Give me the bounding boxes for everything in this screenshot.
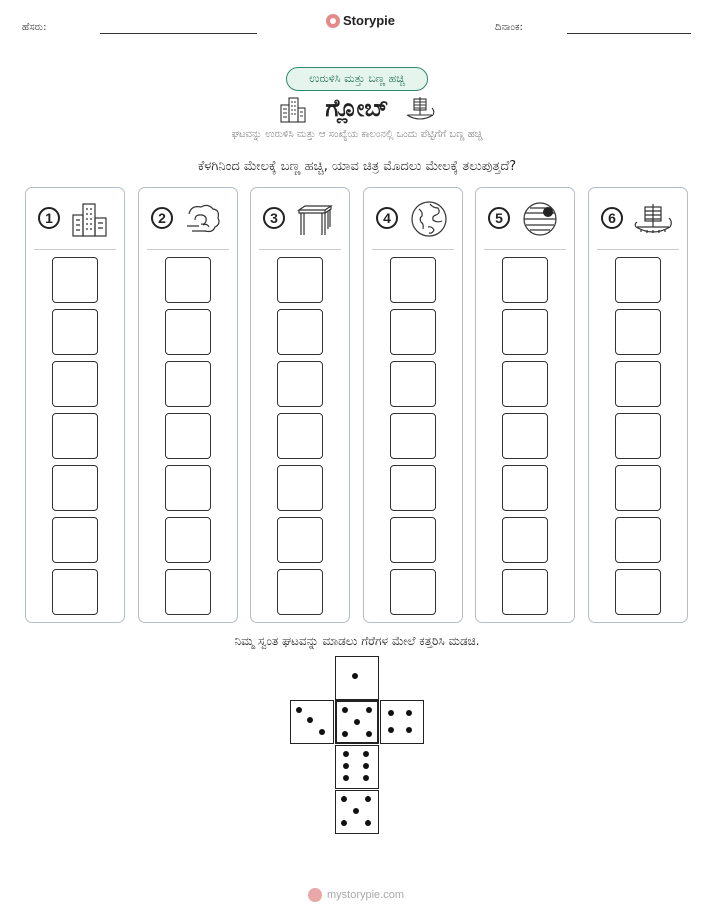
- die-pip: [343, 751, 349, 757]
- color-box[interactable]: [277, 465, 323, 511]
- column-divider: [259, 249, 341, 250]
- activity-pill: ಉರುಳಿಸಿ ಮತ್ತು ಬಣ್ಣ ಹಚ್ಚಿ: [286, 67, 428, 91]
- die-pip: [366, 707, 372, 713]
- globe-icon: [408, 200, 448, 238]
- die-pip: [406, 727, 412, 733]
- die-pip: [363, 775, 369, 781]
- column-number: 4: [376, 207, 398, 229]
- color-box[interactable]: [390, 413, 436, 459]
- color-box[interactable]: [615, 569, 661, 615]
- die-pip: [319, 729, 325, 735]
- column-number: 2: [151, 207, 173, 229]
- column-divider: [597, 249, 679, 250]
- color-box[interactable]: [277, 309, 323, 355]
- footer: [308, 888, 404, 902]
- die-pip: [342, 731, 348, 737]
- color-box[interactable]: [165, 413, 211, 459]
- die-face-5: [335, 700, 379, 744]
- die-instruction: ನಿಮ್ಮ ಸ್ವಂತ ಘಟವನ್ನು ಮಾಡಲು ಗೆರೆಗಳ ಮೇಲೆ ಕತ್ತರಿಸಿ ಮಡಚಿ.: [234, 634, 480, 648]
- die-pip: [341, 820, 347, 826]
- viking-ship-icon: [405, 94, 435, 124]
- page-title: ಗ್ಲೋಬ್: [325, 94, 389, 122]
- color-box[interactable]: [277, 517, 323, 563]
- column-divider: [34, 249, 116, 250]
- footer-url[interactable]: mystorypie.com: [327, 889, 405, 901]
- color-box[interactable]: [165, 361, 211, 407]
- column-number: 1: [38, 207, 60, 229]
- die-pip: [343, 763, 349, 769]
- die-pip: [296, 707, 302, 713]
- question-text: ಕೆಳಗಿನಿಂದ ಮೇಲಕ್ಕೆ ಬಣ್ಣ ಹಚ್ಚಿ, ಯಾವ ಚಿತ್ರ ಮೊದಲು ಮೇಲಕ್ಕೆ ತಲುಪುತ್ತದೆ?: [197, 159, 517, 174]
- color-box[interactable]: [52, 465, 98, 511]
- color-box[interactable]: [165, 517, 211, 563]
- date-line[interactable]: [567, 33, 691, 34]
- color-box[interactable]: [52, 257, 98, 303]
- color-box[interactable]: [502, 569, 548, 615]
- color-box[interactable]: [615, 257, 661, 303]
- die-face-3: [290, 700, 334, 744]
- name-label: ಹೆಸರು:: [22, 22, 47, 33]
- instructions-text: ಘಟವನ್ನು ಉರುಳಿಸಿ ಮತ್ತು ಆ ಸಂಖ್ಯೆಯ ಕಾಲಂನಲ್ಲಿ ಒಂದು ಪೆಟ್ಟಿಗೆಗೆ ಬಣ್ಣ ಹಚ್ಚಿ: [231, 129, 483, 140]
- buildings-icon: [70, 200, 110, 238]
- color-box[interactable]: [615, 465, 661, 511]
- die-pip: [342, 707, 348, 713]
- table-icon: [295, 200, 335, 238]
- die-face-1: [335, 656, 379, 700]
- color-box[interactable]: [390, 257, 436, 303]
- color-box[interactable]: [615, 517, 661, 563]
- die-pip: [353, 808, 359, 814]
- color-box[interactable]: [390, 569, 436, 615]
- column-4: [363, 187, 463, 623]
- die-face-5-bottom: [335, 790, 379, 834]
- color-box[interactable]: [502, 413, 548, 459]
- column-2: [138, 187, 238, 623]
- color-box[interactable]: [390, 517, 436, 563]
- die-pip: [365, 820, 371, 826]
- color-box[interactable]: [615, 361, 661, 407]
- color-box[interactable]: [502, 257, 548, 303]
- die-pip: [352, 673, 358, 679]
- column-1: [25, 187, 125, 623]
- die-pip: [365, 796, 371, 802]
- column-divider: [147, 249, 229, 250]
- date-label: ದಿನಾಂಕ:: [495, 22, 523, 33]
- color-box[interactable]: [502, 517, 548, 563]
- die-pip: [307, 717, 313, 723]
- planet-icon: [520, 200, 560, 238]
- color-box[interactable]: [277, 569, 323, 615]
- color-box[interactable]: [165, 309, 211, 355]
- column-divider: [484, 249, 566, 250]
- color-box[interactable]: [165, 257, 211, 303]
- color-box[interactable]: [615, 309, 661, 355]
- brand-name: Storypie: [343, 13, 396, 28]
- die-pip: [366, 731, 372, 737]
- die-face-4: [380, 700, 424, 744]
- die-pip: [406, 710, 412, 716]
- die-face-6: [335, 745, 379, 789]
- column-3: [250, 187, 350, 623]
- color-box[interactable]: [165, 569, 211, 615]
- die-pip: [363, 751, 369, 757]
- die-pip: [343, 775, 349, 781]
- viking-ship-icon: [633, 200, 673, 238]
- die-pip: [388, 727, 394, 733]
- color-box[interactable]: [52, 569, 98, 615]
- color-box[interactable]: [502, 465, 548, 511]
- die-pip: [388, 710, 394, 716]
- color-box[interactable]: [502, 361, 548, 407]
- column-5: [475, 187, 575, 623]
- color-box[interactable]: [615, 413, 661, 459]
- color-box[interactable]: [390, 309, 436, 355]
- color-box[interactable]: [502, 309, 548, 355]
- column-number: 5: [488, 207, 510, 229]
- die-pip: [363, 763, 369, 769]
- die-pip: [341, 796, 347, 802]
- column-divider: [372, 249, 454, 250]
- wind-swirl-icon: [183, 200, 223, 238]
- color-box[interactable]: [277, 361, 323, 407]
- storypie-logo-icon: [326, 14, 340, 28]
- column-number: 3: [263, 207, 285, 229]
- color-box[interactable]: [52, 413, 98, 459]
- die-pip: [354, 719, 360, 725]
- color-box[interactable]: [52, 361, 98, 407]
- storypie-logo-icon: [308, 888, 322, 902]
- brand-logo: [326, 13, 395, 28]
- name-line[interactable]: [100, 33, 257, 34]
- die-net: [290, 656, 426, 836]
- column-number: 6: [601, 207, 623, 229]
- color-box[interactable]: [52, 517, 98, 563]
- color-box[interactable]: [277, 413, 323, 459]
- color-box[interactable]: [165, 465, 211, 511]
- color-box[interactable]: [390, 361, 436, 407]
- color-box[interactable]: [390, 465, 436, 511]
- color-box[interactable]: [52, 309, 98, 355]
- color-box[interactable]: [277, 257, 323, 303]
- column-6: [588, 187, 688, 623]
